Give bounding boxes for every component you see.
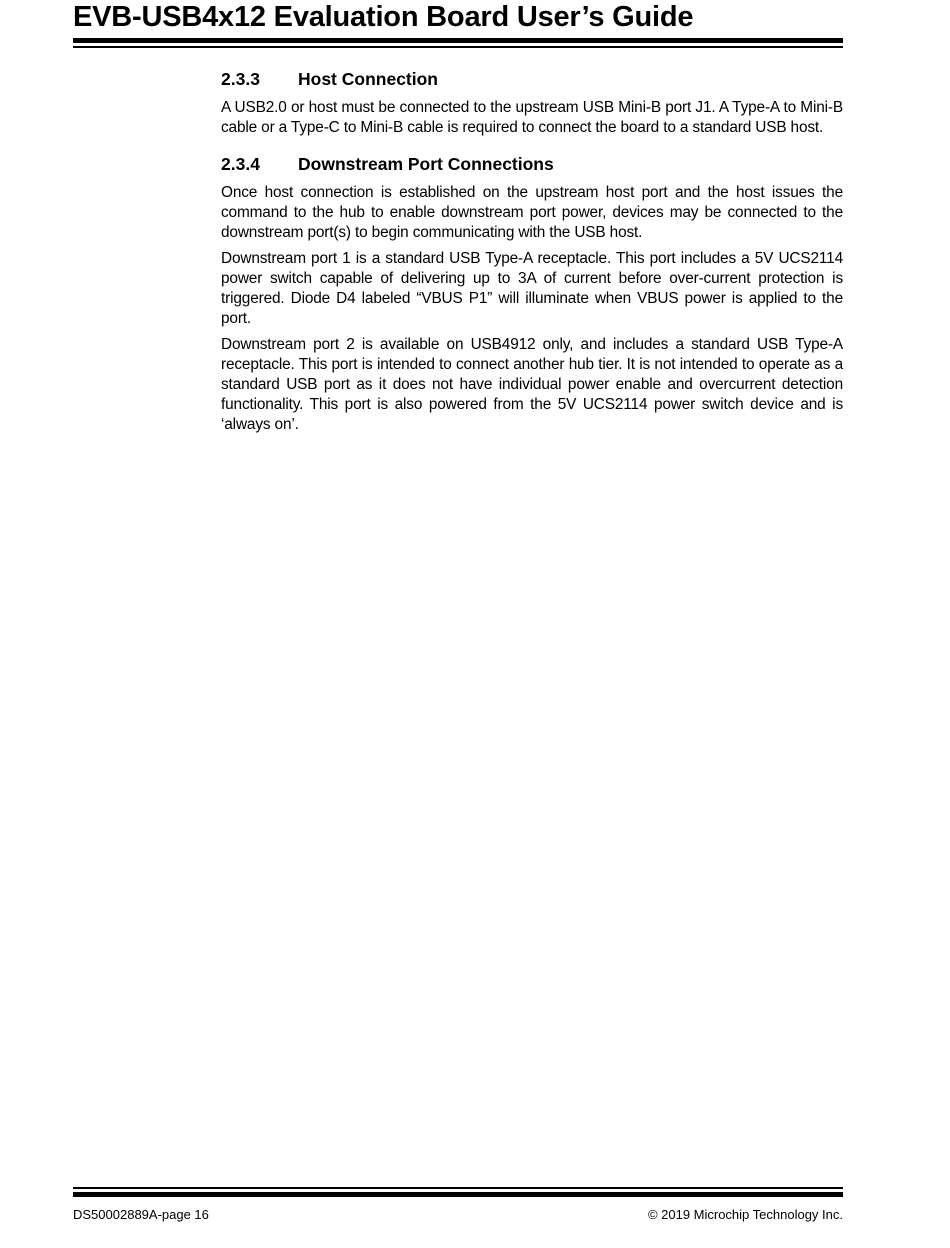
section-number: 2.3.4 [221, 154, 260, 174]
document-title: EVB-USB4x12 Evaluation Board User’s Guide [73, 1, 694, 33]
header-rule-thin [73, 46, 843, 48]
section-number: 2.3.3 [221, 69, 260, 89]
header-rule-thick [73, 38, 843, 43]
section-title: Downstream Port Connections [298, 154, 554, 174]
section-title: Host Connection [298, 69, 438, 89]
paragraph: A USB2.0 or host must be connected to the upstream USB Mini-B port J1. A Type-A to Mini-B cable or a Type-C to Mini-B cable is required to connect the board to a standard USB host. [221, 99, 843, 136]
section-heading-host-connection [221, 66, 843, 92]
section-heading-downstream-port-connections [221, 151, 843, 177]
footer-document-page: DS50002889A-page 16 [73, 1207, 209, 1222]
footer-rule-thin [73, 1187, 843, 1189]
footer-copyright: © 2019 Microchip Technology Inc. [647, 1207, 843, 1222]
paragraph: Downstream port 2 is available on USB4912 only, and includes a standard USB Type-A receptacle. This port is intended to connect another hub tier. It is not intended to operate as a standard USB port as it does not have individual power enable and overcurrent detection functionality. This port is also powered from the 5V UCS2114 power switch device and is ‘always on’. [221, 336, 843, 433]
paragraph: Downstream port 1 is a standard USB Type-A receptacle. This port includes a 5V UCS2114 power switch capable of delivering up to 3A of current before over-current protection is triggered. Diode D4 labeled “VBUS P1” will illuminate when VBUS power is applied to the port. [221, 250, 843, 327]
paragraph: Once host connection is established on the upstream host port and the host issues the command to the hub to enable downstream port power, devices may be connected to the downstream port(s) to begin communicating with the USB host. [221, 184, 843, 241]
footer-rule-thick [73, 1192, 843, 1197]
page-content [221, 66, 843, 441]
